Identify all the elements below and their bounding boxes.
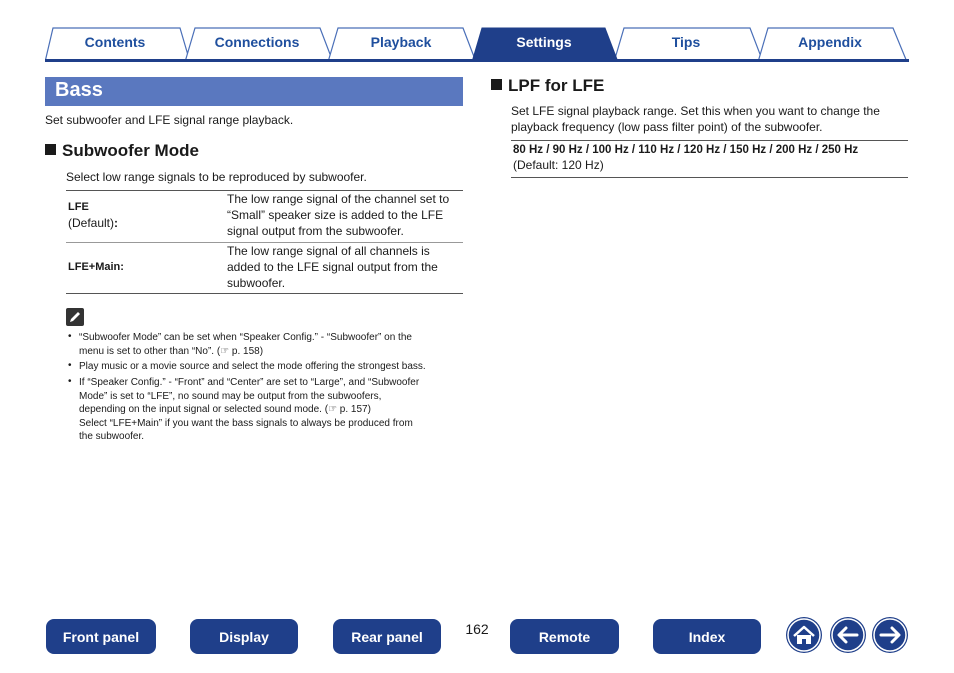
top-tab-bar <box>45 26 909 62</box>
note-bullet-1: • <box>68 331 72 342</box>
page-number: 162 <box>465 621 489 637</box>
front-panel-button[interactable]: Front panel <box>46 619 156 654</box>
note-2: Play music or a movie source and select the mode offering the strongest bass. <box>79 361 426 372</box>
note-bullet-2: • <box>68 360 72 371</box>
option-lfe-default: (Default): <box>68 216 119 230</box>
tab-playback[interactable]: Playback <box>370 34 432 50</box>
note-1: “Subwoofer Mode” can be set when “Speaker Config.” - “Subwoofer” on the menu is set to other than “No”. (☞ p. 158) <box>79 332 412 357</box>
section-title: Bass <box>55 79 103 101</box>
option-lfe-key: LFE <box>68 201 89 213</box>
home-icon[interactable] <box>786 617 822 653</box>
tab-contents[interactable]: Contents <box>84 34 146 50</box>
lpf-options: 80 Hz / 90 Hz / 100 Hz / 110 Hz / 120 Hz / 150 Hz / 200 Hz / 250 Hz <box>513 144 859 156</box>
option-lfe-desc: The low range signal of the channel set to “Small” speaker size is added to the LFE signal output from the subwoofer. <box>227 192 450 238</box>
note-bullet-3: • <box>68 376 72 387</box>
display-button[interactable]: Display <box>190 619 298 654</box>
rear-panel-button[interactable]: Rear panel <box>333 619 441 654</box>
index-button[interactable]: Index <box>653 619 761 654</box>
lpf-rule-bottom <box>511 177 908 178</box>
arrow-left-icon[interactable] <box>830 617 866 653</box>
option-lfe-main-key: LFE+Main: <box>68 261 124 273</box>
arrow-right-icon[interactable] <box>872 617 908 653</box>
lpf-default: (Default: 120 Hz) <box>513 158 604 172</box>
tab-appendix[interactable]: Appendix <box>798 34 862 50</box>
note-3: If “Speaker Config.” - “Front” and “Center” are set to “Large”, and “Subwoofer Mode” is set to “LFE”, no sound may be output from the subwoofers, depending on the input signal or selected sound mode. (☞ p. 157) Select “LFE+Main” if you want the bass signals to always be produced from the subwoofer. <box>79 377 420 442</box>
lpf-rule-top <box>511 140 908 141</box>
lpf-heading: LPF for LFE <box>491 76 604 96</box>
subwoofer-mode-desc: Select low range signals to be reproduced by subwoofer. <box>66 170 367 184</box>
lpf-desc: Set LFE signal playback range. Set this when you want to change the playback frequency (low pass filter point) of the subwoofer. <box>511 104 880 134</box>
tab-settings[interactable]: Settings <box>516 34 572 50</box>
intro-text: Set subwoofer and LFE signal range playback. <box>45 113 294 127</box>
subwoofer-mode-heading: Subwoofer Mode <box>45 141 199 161</box>
option-lfe-main-desc: The low range signal of all channels is added to the LFE signal output from the subwoofer. <box>227 244 438 290</box>
section-title-bar <box>45 77 463 106</box>
table-rule-bottom <box>66 293 463 294</box>
pencil-icon <box>66 308 84 326</box>
tab-connections[interactable]: Connections <box>214 34 300 50</box>
tab-tips[interactable]: Tips <box>671 34 701 50</box>
heading-square-icon <box>45 144 56 155</box>
remote-button[interactable]: Remote <box>510 619 619 654</box>
heading-square-icon <box>491 79 502 90</box>
